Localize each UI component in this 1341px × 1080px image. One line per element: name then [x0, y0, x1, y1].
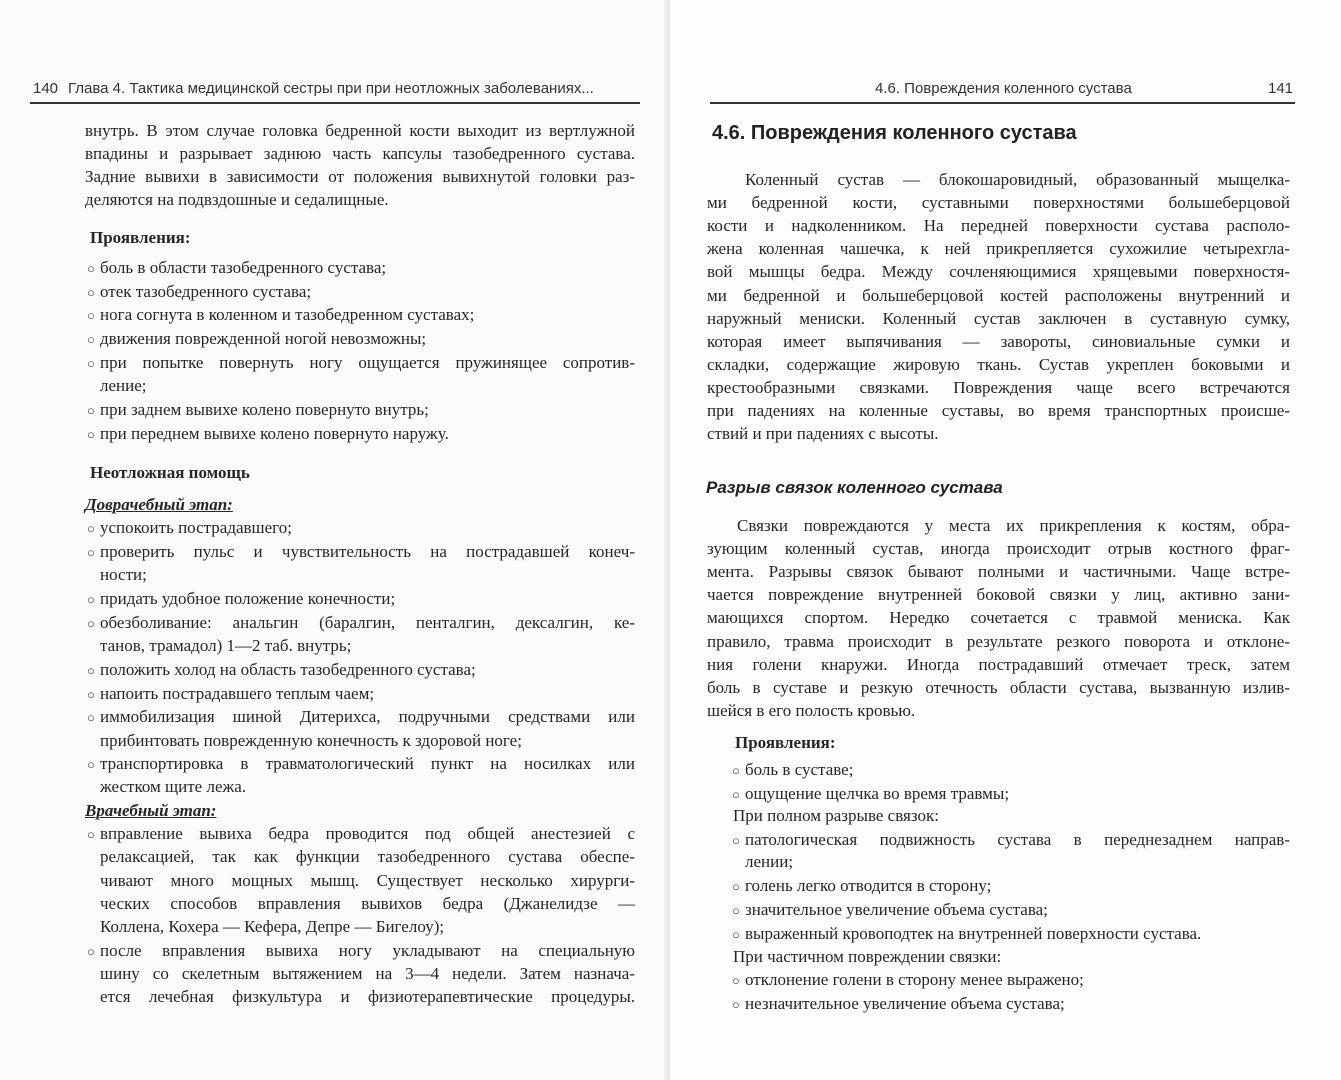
list-item-line: патологическая подвижность сустава в переднезаднем направ- [745, 830, 1290, 849]
text-line: крестообразными связками. Повреждения чаще всего встречаются [707, 377, 1290, 397]
list-item-line: успокоить пострадавшего; [100, 518, 292, 537]
list-item-line: ности; [100, 565, 147, 584]
list-item-line: лении; [745, 852, 794, 871]
text-line: боль в суставе и резкую отечность области сустава, вызванную излив- [707, 677, 1290, 697]
heading: Врачебный этап: [85, 801, 217, 820]
list-item-line: танов, трамадол) 1—2 таб. внутрь; [100, 636, 352, 655]
text-line: складки, содержащие жировую ткань. Сустав укреплен боковыми и [707, 354, 1290, 374]
list-item-line: отклонение голени в сторону менее выражено; [745, 970, 1084, 989]
text-line: впадины и разрывает заднюю часть капсулы тазобедренного сустава. [85, 144, 635, 163]
text-line: мающихся спортом. Нередко сочетается с травмой мениска. Как [707, 608, 1290, 628]
list-item-line: ощущение щелчка во время травмы; [745, 784, 1010, 803]
list-item-line: релаксацией, так как функции тазобедренного сустава обеспе- [100, 847, 635, 866]
text-line: шейся в его полость кровью. [707, 700, 916, 720]
subsection-title: Разрыв связок коленного сустава [706, 478, 1003, 497]
bullet-icon: ○ [732, 903, 740, 918]
list-item-line: значительное увеличение объема сустава; [745, 900, 1048, 919]
bullet-icon: ○ [732, 787, 740, 802]
list-item-line: обезболивание: анальгин (баралгин, пенталгин, дексалгин, ке- [100, 613, 635, 632]
list-item-line: шину со скелетным вытяжением на 3—4 недели. Затем назнача- [100, 964, 635, 983]
text-line: жена коленная чашечка, к ней прикрепляется сухожилие четырехгла- [707, 239, 1290, 259]
bullet-icon: ○ [732, 997, 740, 1012]
bullet-icon: ○ [87, 261, 95, 276]
header-rule [30, 102, 640, 104]
text-line: при падениях на коленные суставы, во время транспортных происше- [707, 401, 1290, 420]
bullet-icon: ○ [87, 944, 95, 959]
text-line: деляются на подвздошные и седалищные. [85, 190, 389, 209]
text-line: ния голени кнаружи. Иногда пострадавший отмечает треск, затем [707, 654, 1290, 674]
bullet-icon: ○ [87, 592, 95, 607]
list-item-line: транспортировка в травматологический пункт на носилках или [100, 754, 635, 773]
heading: Доврачебный этап: [85, 495, 233, 514]
text-line: ми бедренной кости, суставными поверхностями большеберцовой [707, 193, 1290, 213]
bullet-icon: ○ [87, 545, 95, 560]
bullet-icon: ○ [732, 927, 740, 942]
running-head-left: Глава 4. Тактика медицинской сестры при при неотложных заболеваниях... [68, 80, 594, 97]
bullet-icon: ○ [87, 687, 95, 702]
text-line: При полном разрыве связок: [733, 806, 939, 825]
bullet-icon: ○ [87, 427, 95, 442]
text-line: Задние вывихи в зависимости от положения вывихнутой головки раз- [85, 167, 635, 186]
text-line: Коленный сустав — блокошаровидный, образованный мыщелка- [745, 170, 1290, 189]
bullet-icon: ○ [732, 763, 740, 778]
page-number-right: 141 [1268, 80, 1294, 97]
list-item-line: положить холод на область тазобедренного сустава; [100, 660, 476, 679]
list-item-line: вправление вывиха бедра проводится под общей анестезией с [100, 824, 635, 843]
text-line: При частичном повреждении связки: [733, 947, 1002, 966]
text-line: вой мышцы бедра. Между сочленяющимися хрящевыми поверхностя- [707, 262, 1290, 282]
text-line: которая имеет выпячивания — завороты, синовиальные сумки и [707, 331, 1290, 351]
section-title: 4.6. Повреждения коленного сустава [712, 122, 1077, 144]
list-item-line: ление; [100, 376, 147, 395]
bullet-icon: ○ [87, 308, 95, 323]
text-line: чается повреждение внутренней боковой связки у лиц, активно зани- [707, 585, 1290, 605]
list-item-line: при попытке повернуть ногу ощущается пружинящее сопротив- [100, 353, 635, 372]
list-item-line: ческих способов вправления вывихов бедра (Джанелидзе — [100, 894, 635, 913]
list-item-line: отек тазобедренного сустава; [100, 282, 312, 301]
list-item-line: голень легко отводится в сторону; [745, 876, 992, 895]
text-line: мента. Разрывы связок бывают полными и частичными. Чаще встре- [707, 562, 1290, 582]
list-item-line: ется лечебная физкультура и физиотерапевтические процедуры. [100, 987, 635, 1006]
text-line: наружный мениски. Коленный сустав заключен в суставную сумку, [707, 308, 1290, 328]
bullet-icon: ○ [732, 973, 740, 988]
header-rule [710, 102, 1295, 104]
bullet-icon: ○ [87, 827, 95, 842]
list-item-line: чивают много мощных мышц. Существует несколько хирурги- [100, 871, 635, 890]
text-line: ми бедренной и большеберцовой костей расположены внутренний и [707, 285, 1290, 305]
bullet-icon: ○ [87, 663, 95, 678]
list-item-line: выраженный кровоподтек на внутренней поверхности сустава. [745, 924, 1202, 943]
list-item-line: жестком щите лежа. [100, 777, 247, 796]
bullet-icon: ○ [87, 710, 95, 725]
left-page [0, 0, 670, 1080]
text-line: Связки повреждаются у места их прикрепления к костям, обра- [737, 516, 1290, 535]
list-item-line: прибинтовать поврежденную конечность к здоровой ноге; [100, 731, 522, 750]
bullet-icon: ○ [87, 757, 95, 772]
bullet-icon: ○ [732, 879, 740, 894]
heading: Проявления: [735, 733, 836, 752]
right-page [670, 0, 1341, 1080]
list-item-line: придать удобное положение конечности; [100, 589, 396, 608]
text-line: кости и надколенником. На передней поверхности сустава располо- [707, 216, 1290, 236]
bullet-icon: ○ [87, 285, 95, 300]
page-number-left: 140 [33, 80, 59, 97]
bullet-icon: ○ [87, 332, 95, 347]
text-line: правило, травма происходит в результате резкого поворота и отклоне- [707, 631, 1290, 651]
list-item-line: после вправления вывиха ногу укладывают на специальную [100, 941, 635, 960]
heading: Неотложная помощь [90, 463, 250, 482]
list-item-line: боль в суставе; [745, 760, 854, 779]
text-line: зующим коленный сустав, иногда происходит отрыв костного фраг- [707, 539, 1290, 559]
list-item-line: напоить пострадавшего теплым чаем; [100, 684, 375, 703]
heading: Проявления: [90, 228, 191, 247]
list-item-line: боль в области тазобедренного сустава; [100, 258, 387, 277]
list-item-line: Коллена, Кохера — Кефера, Депре — Бигелоу); [100, 917, 445, 936]
bullet-icon: ○ [87, 356, 95, 371]
running-head-right: 4.6. Повреждения коленного сустава [875, 80, 1132, 97]
list-item-line: незначительное увеличение объема сустава; [745, 994, 1065, 1013]
list-item-line: нога согнута в коленном и тазобедренном суставах; [100, 305, 475, 324]
list-item-line: иммобилизация шиной Дитерихса, подручными средствами или [100, 707, 635, 726]
text-line: внутрь. В этом случае головка бедренной кости выходит из вертлужной [85, 121, 635, 140]
text-line: ствий и при падениях с высоты. [707, 424, 939, 444]
bullet-icon: ○ [732, 833, 740, 848]
bullet-icon: ○ [87, 521, 95, 536]
list-item-line: движения поврежденной ногой невозможны; [100, 329, 427, 348]
bullet-icon: ○ [87, 616, 95, 631]
list-item-line: проверить пульс и чувствительность на пострадавшей конеч- [100, 542, 635, 561]
list-item-line: при переднем вывихе колено повернуто наружу. [100, 424, 449, 443]
list-item-line: при заднем вывихе колено повернуто внутрь; [100, 400, 429, 419]
bullet-icon: ○ [87, 403, 95, 418]
